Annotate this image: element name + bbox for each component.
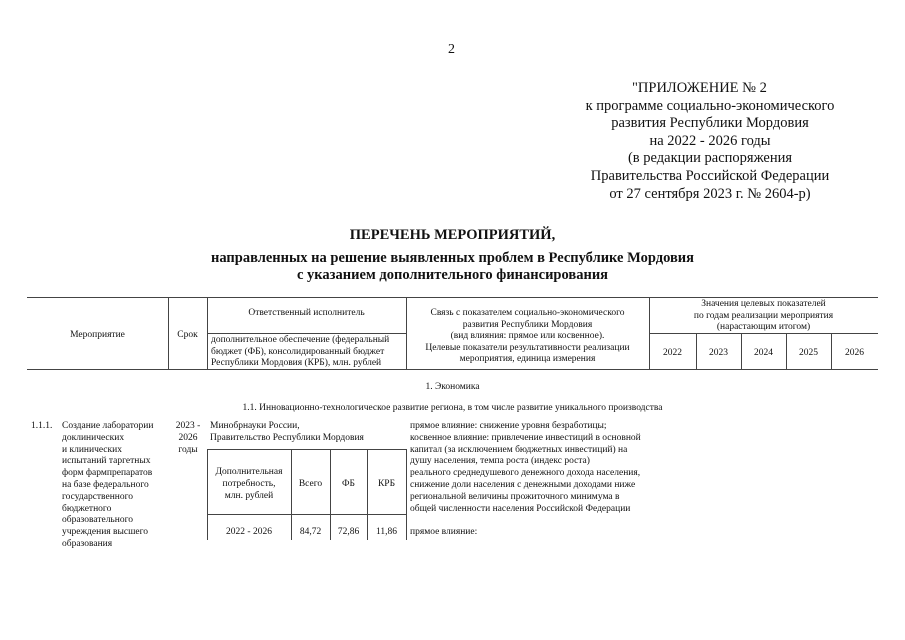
document-subtitle [0, 250, 905, 284]
header-year: 2023 [709, 348, 728, 358]
header-term: Срок [177, 330, 198, 340]
header-year: 2025 [799, 348, 818, 358]
executor-line: Правительство Республики Мордовия [210, 432, 364, 443]
page-number: 2 [448, 42, 455, 57]
row-executor [210, 421, 364, 445]
header-year: 2024 [754, 348, 773, 358]
header-line: по годам реализации мероприятия [693, 310, 834, 321]
impact-line: общей численности населения Российской Федерации [410, 503, 631, 514]
appendix-line: к программе социально-экономического [585, 97, 835, 114]
row-number: 1.1.1. [31, 421, 53, 431]
measure-line: государственного [62, 491, 134, 502]
measure-line: образования [62, 538, 113, 549]
header-line: Целевые показатели результативности реализации [425, 342, 630, 353]
header-line: развития Республики Мордовия [462, 319, 593, 330]
need-line: Дополнительная [215, 467, 283, 477]
row-term [173, 421, 203, 456]
header-year: 2026 [845, 348, 864, 358]
measure-line: доклинических [62, 432, 125, 443]
impact-line: прямое влияние: снижение уровня безработицы; [410, 421, 607, 431]
funding-total-header: Всего [298, 479, 323, 489]
impact-line: региональной величины прожиточного минимума в [410, 491, 620, 502]
measure-line: форм фармпрепаратов [62, 468, 153, 479]
term-line: 2026 [178, 432, 198, 443]
appendix-line: (в редакции распоряжения [627, 150, 793, 167]
measure-line: образовательного [62, 515, 134, 526]
measure-line: на базе федерального [62, 479, 149, 490]
funding-fb: 72,86 [337, 527, 360, 537]
measure-line: и клинических [62, 444, 122, 455]
funding-total: 84,72 [299, 527, 322, 537]
header-measure: Мероприятие [70, 330, 125, 340]
appendix-line: на 2022 - 2026 годы [649, 132, 771, 149]
header-line: мероприятия, единица измерения [459, 354, 596, 364]
header-year: 2022 [663, 348, 682, 358]
funding-need-header [207, 467, 291, 502]
appendix-heading [560, 80, 860, 203]
subtitle-line: направленных на решение выявленных проблем в Республике Мордовия [210, 250, 694, 266]
header-line: Значения целевых показателей [701, 299, 826, 309]
document-title: ПЕРЕЧЕНЬ МЕРОПРИЯТИЙ, [349, 227, 556, 243]
row-direct-impact: прямое влияние: [410, 527, 478, 537]
measure-line: бюджетного [62, 503, 112, 514]
measure-line: испытаний таргетных [62, 456, 151, 467]
subsection-heading: 1.1. Инновационно-технологическое развитие региона, в том числе развитие уникального производства [242, 403, 663, 413]
funding-divider [207, 449, 406, 450]
appendix-line: развития Республики Мордовия [611, 115, 809, 132]
subtitle-line: с указанием дополнительного финансирования [296, 267, 609, 283]
funding-fb-header: ФБ [342, 479, 355, 489]
impact-line: душу населения, темпа роста (индекс роста) [410, 456, 590, 467]
measure-line: учреждения высшего [62, 527, 149, 538]
header-extra-funding: дополнительное обеспечение (федеральный бюджет (ФБ), консолидированный бюджет Республики Мордовия (КРБ), млн. рублей [211, 335, 390, 368]
header-line: (вид влияния: прямое или косвенное). [450, 331, 605, 341]
need-line: потребность, [222, 478, 276, 489]
term-line: годы [178, 444, 198, 455]
appendix-line: от 27 сентября 2023 г. № 2604-р) [609, 185, 811, 202]
header-target-values [649, 299, 878, 334]
funding-divider [207, 514, 406, 515]
header-divider [207, 333, 406, 334]
impact-line: снижение доли населения с денежными доходами ниже [410, 479, 636, 490]
impact-line: реального среднедушевого денежного дохода населения, [410, 468, 641, 479]
appendix-line: Правительства Российской Федерации [590, 167, 830, 184]
need-line: млн. рублей [224, 490, 274, 501]
header-executor: Ответственный исполнитель [248, 308, 365, 318]
header-line: Связь с показателем социально-экономического [430, 308, 625, 318]
funding-column-divider [406, 449, 407, 540]
funding-krb: 11,86 [375, 527, 398, 537]
row-impact [410, 421, 641, 515]
funding-krb-header: КРБ [377, 479, 396, 489]
executor-line: Минобрнауки России, [210, 421, 300, 431]
term-line: 2023 - [175, 421, 201, 431]
header-bottom-border [27, 369, 878, 370]
table-top-border [27, 297, 878, 298]
section-heading: 1. Экономика [425, 382, 480, 392]
appendix-line: "ПРИЛОЖЕНИЕ № 2 [632, 80, 767, 96]
impact-line: капитал (за исключением бюджетных инвестиций) на [410, 444, 628, 455]
header-indicator-link [406, 308, 649, 366]
funding-period: 2022 - 2026 [226, 527, 272, 537]
row-measure [62, 421, 153, 551]
header-line: (нарастающим итогом) [716, 322, 811, 332]
measure-line: Создание лаборатории [62, 421, 154, 431]
impact-line: косвенное влияние: привлечение инвестиций в основной [410, 432, 641, 443]
